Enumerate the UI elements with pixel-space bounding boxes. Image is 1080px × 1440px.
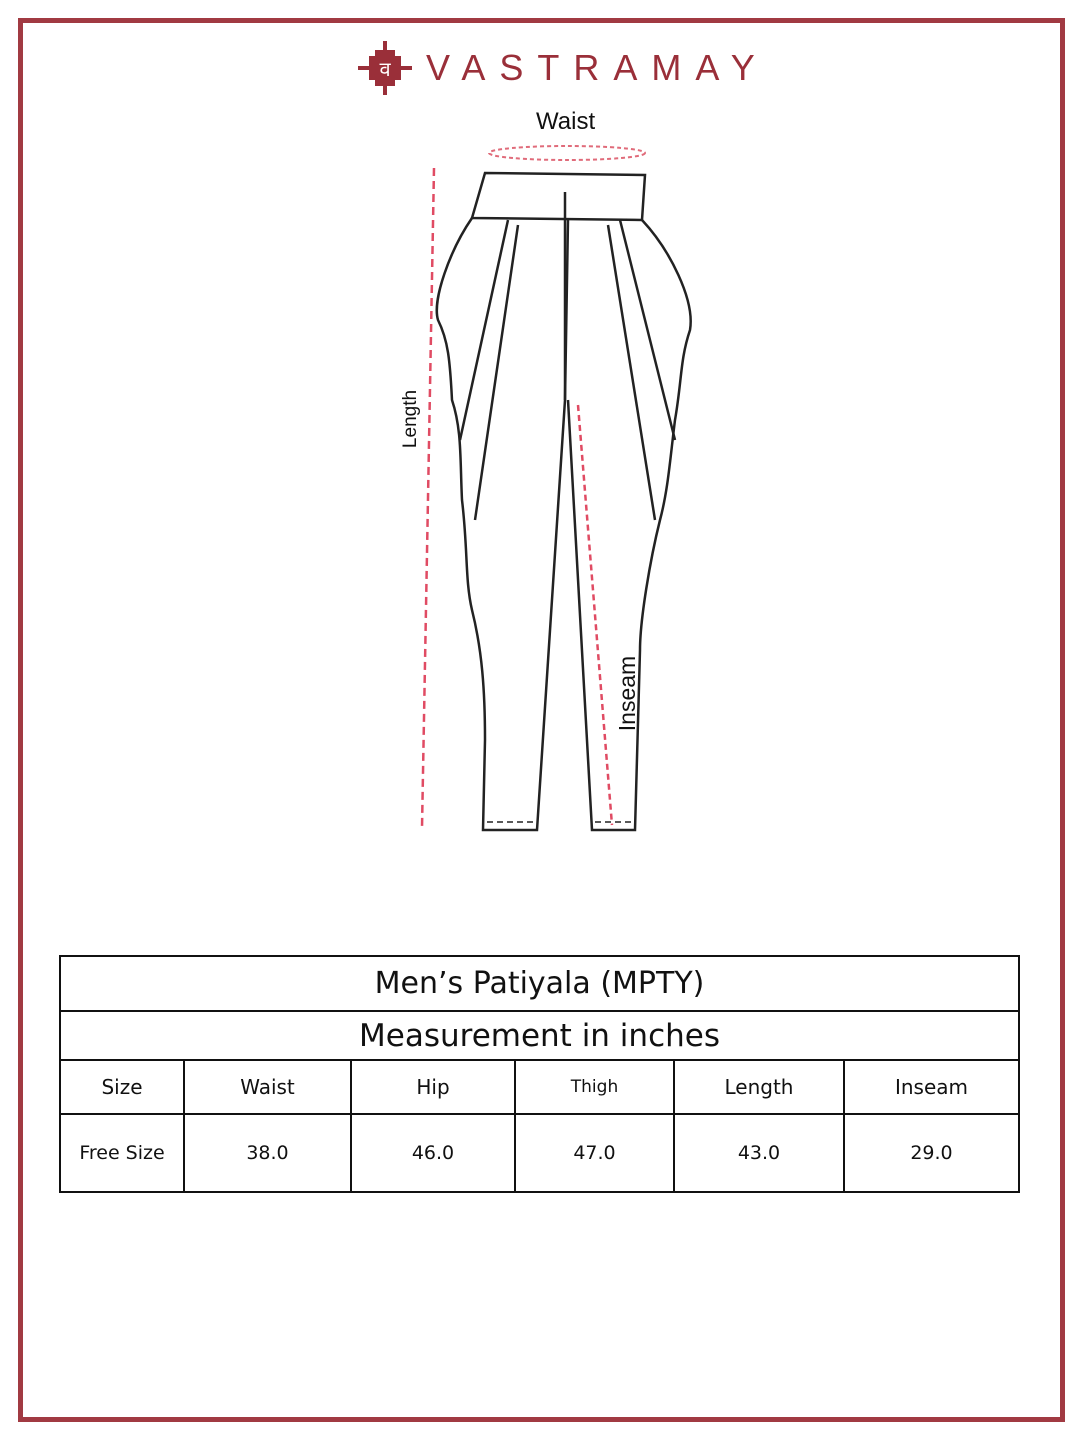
brand-logo [358,40,769,96]
table-cell: 47.0 [515,1114,674,1192]
waist-label: Waist [536,108,596,135]
pants-illustration [390,100,720,840]
table-cell: Free Size [60,1114,184,1192]
pants-diagram [390,100,720,840]
table-row [60,1114,1019,1192]
header-cell: Size [60,1060,184,1114]
header-cell: Thigh [515,1060,674,1114]
table-cell: 38.0 [184,1114,351,1192]
table-cell: 46.0 [351,1114,515,1192]
svg-text:व: व [379,57,391,81]
table-cell: 29.0 [844,1114,1019,1192]
table-header-row [60,1060,1019,1114]
length-label: Length [400,389,422,449]
inseam-label: Inseam [614,655,641,732]
brand-name: VASTRAMAY [426,47,769,88]
header-cell: Length [674,1060,844,1114]
header-cell: Inseam [844,1060,1019,1114]
table-title: Men’s Patiyala (MPTY) [60,956,1019,1011]
table-subtitle: Measurement in inches [60,1011,1019,1060]
table-cell: 43.0 [674,1114,844,1192]
header-cell: Waist [184,1060,351,1114]
header-cell: Hip [351,1060,515,1114]
brand-mark-icon [358,41,412,95]
size-chart-table [59,955,1020,1193]
